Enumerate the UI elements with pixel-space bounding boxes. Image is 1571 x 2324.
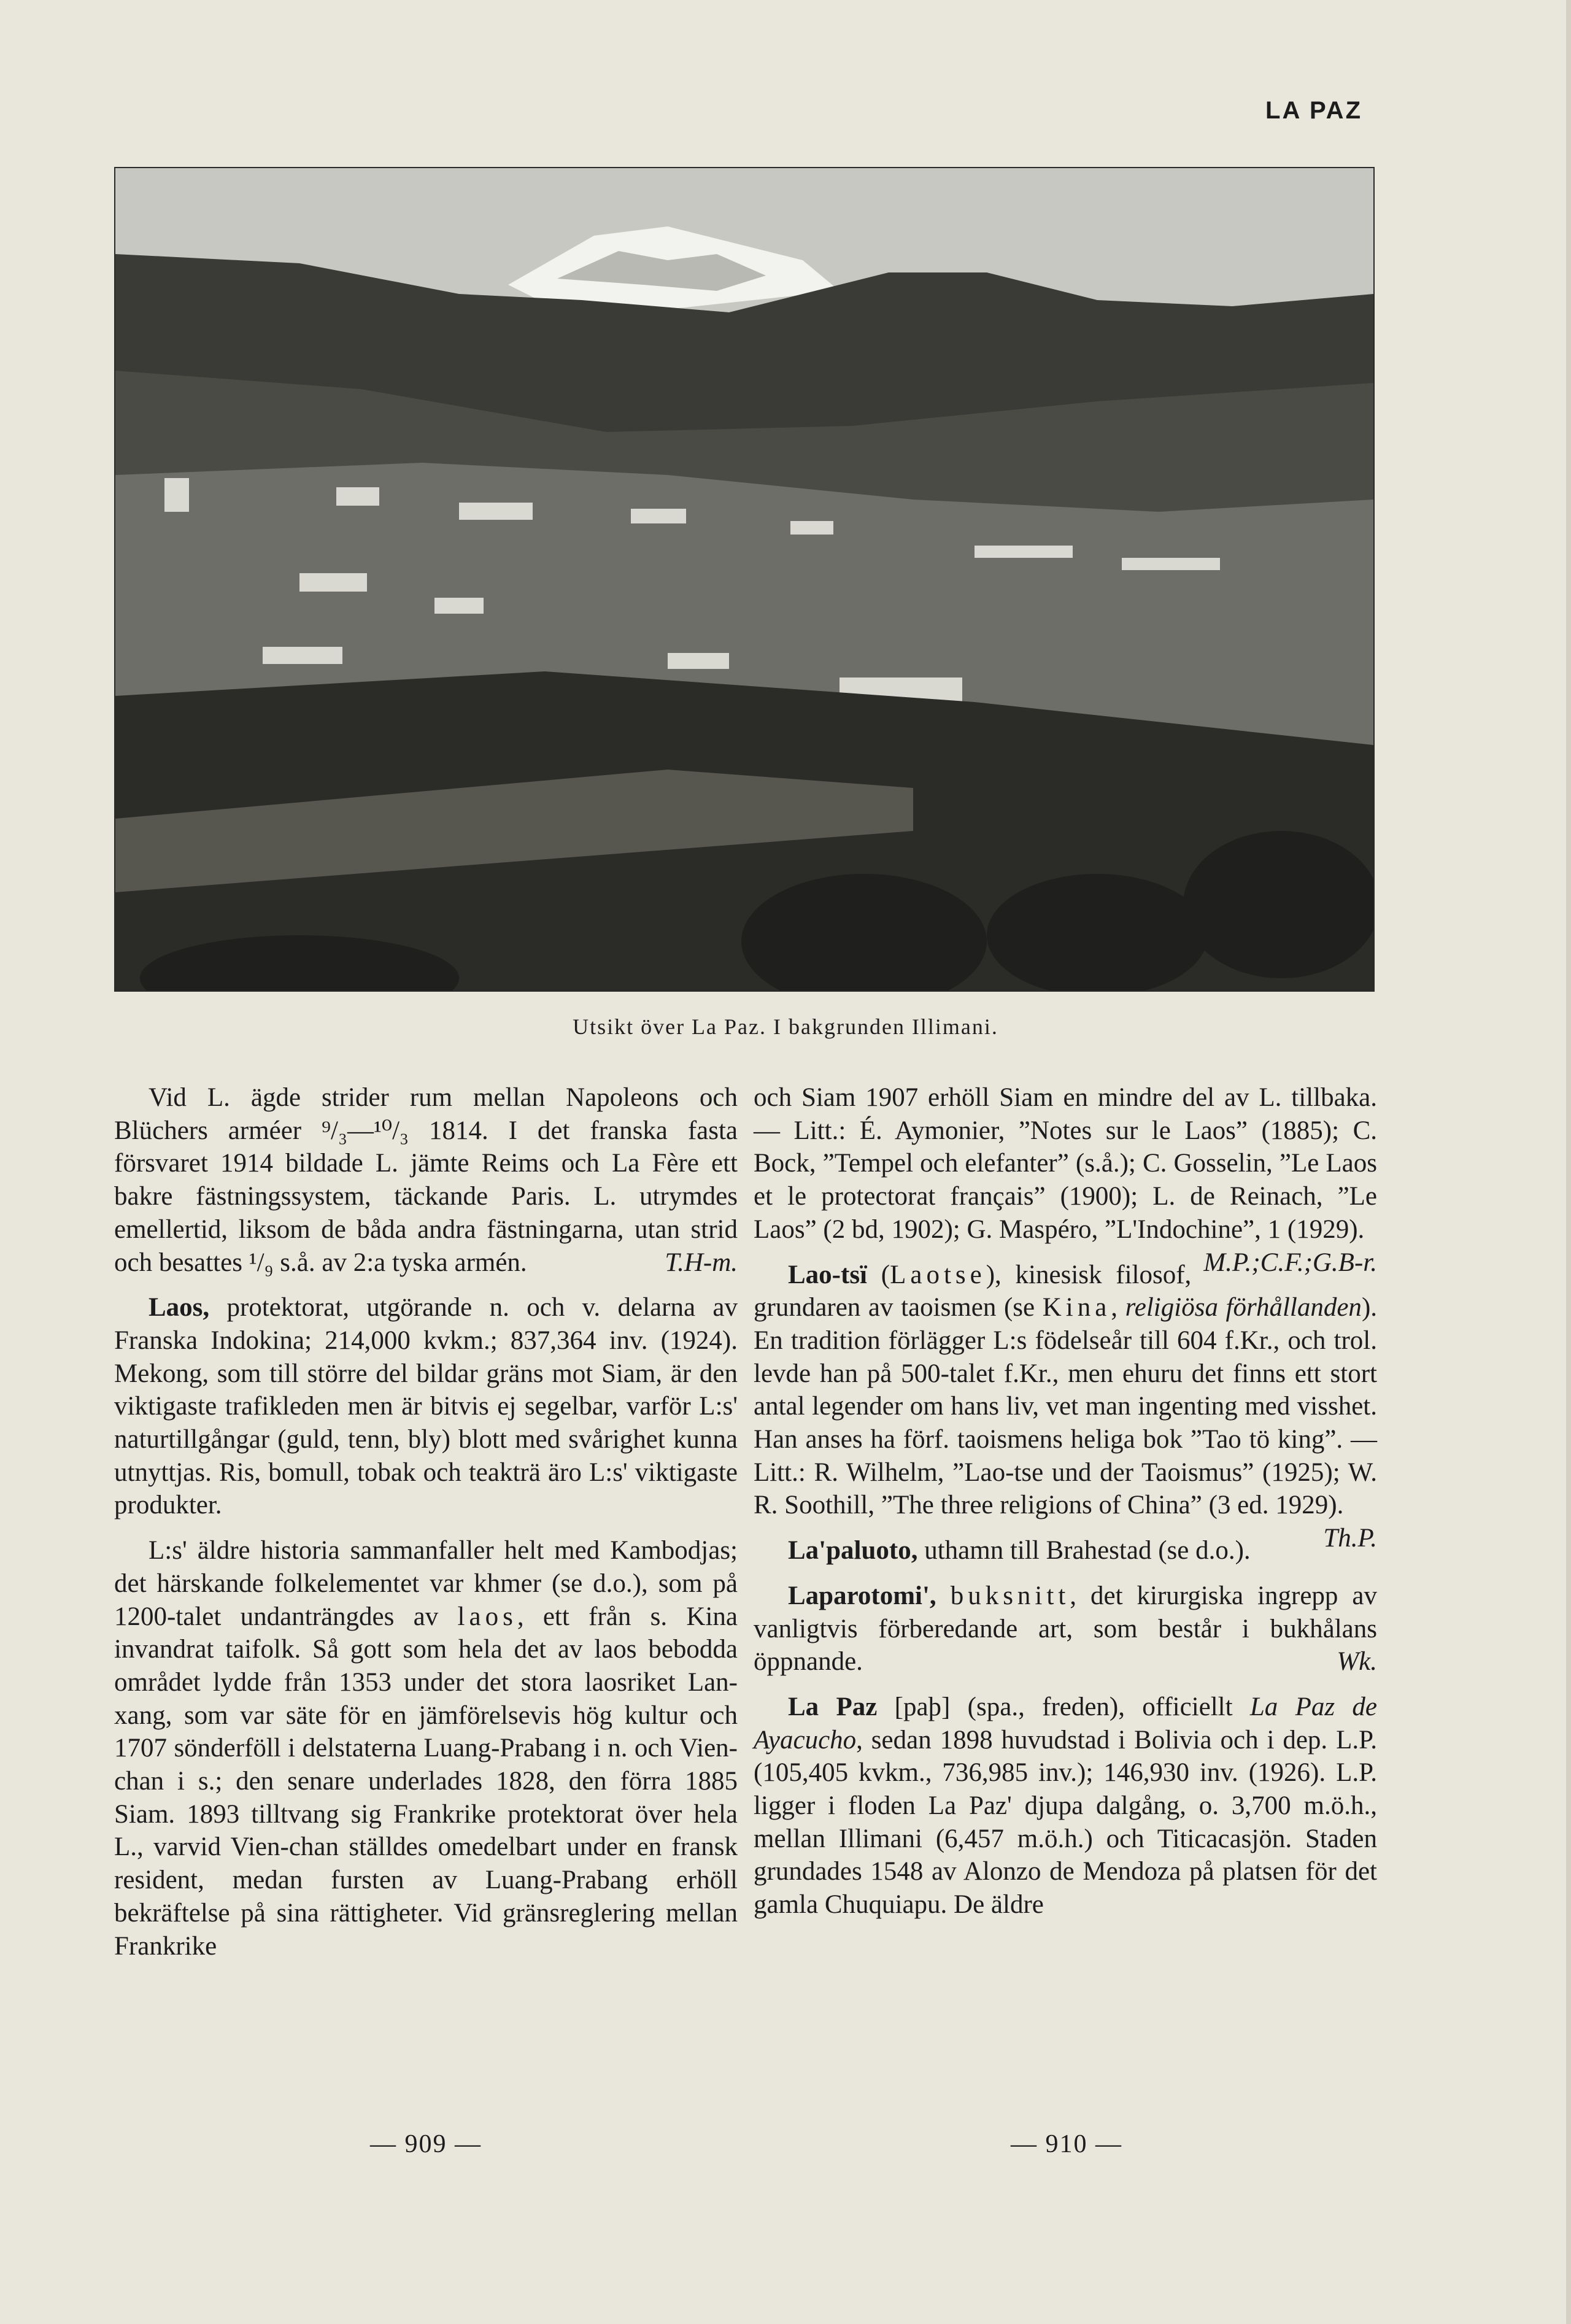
spaced-term: laos	[457, 1602, 517, 1631]
paragraph-text: , ett från s. Kina invandrat taifolk. Så gott som hela det av laos bebodda området lydde från 1353 under det stora laosriket Lan-xang, som var säte för en jämförelsevis hög kultur och 1707 sönderföll i delstaterna Luang-Prabang i n. och Vien-chan i s.; den senare underlades 1828, den förra 1885 Siam. 1893 tilltvang sig Frankrike protektorat över hela L., varvid Vien-chan ställdes omedelbart under en fransk resident, medan fursten av Luang-Prabang erhöll bekräftelse på sina rättigheter. Vid gränsreglering mellan Frankrike	[114, 1602, 738, 1961]
spaced-term: buksnitt	[950, 1581, 1070, 1610]
entry-text: [paþ] (spa., freden), officiellt	[877, 1692, 1250, 1721]
page-number-right: — 910 —	[1011, 2130, 1122, 2158]
right-column	[754, 1081, 1377, 1921]
paragraph-text: Vid L. ägde strider rum mellan Napoleons och Blüchers arméer ⁹/₃—¹⁰/₃ 1814. I det franska fasta försvaret 1914 bildade L. jämte Reims och La Fère ett bakre fästningssystem, täckande Paris. L. utrymdes emellertid, liksom de båda andra fästningarna, utan strid och besattes ¹/₉ s.å. av 2:a tyska armén.	[114, 1083, 738, 1277]
page-number-left: — 909 —	[370, 2130, 482, 2158]
cross-reference: religiösa förhållanden	[1125, 1293, 1362, 1322]
author-signature: M.P.;C.F.;G.B-r.	[1203, 1248, 1377, 1277]
author-signature: T.H-m.	[665, 1248, 738, 1277]
spaced-term: Laotse	[890, 1260, 986, 1289]
author-signature: Wk.	[1337, 1647, 1377, 1677]
entry-text: protektorat, utgörande n. och v. delarna av Franska Indokina; 214,000 kvkm.; 837,364 inv. (1924). Mekong, som till större del bildar gräns mot Siam, är den viktigaste trafikleden men är bitvis ej segelbar, varför L:s' naturtillgångar (guld, tenn, bly) blott med svårighet kunna utnyttjas. Ris, bomull, tobak och teakträ äro L:s' viktigaste produkter.	[114, 1293, 738, 1520]
entry-text: , sedan 1898 huvudstad i Bolivia och i dep. L.P. (105,405 kvkm., 736,985 inv.); 146,930 inv. (1926). L.P. ligger i floden La Paz' djupa dalgång, o. 3,700 m.ö.h., mellan Illimani (6,457 m.ö.h.) och Titicacasjön. Staden grundades 1548 av Alonzo de Mendoza på platsen för det gamla Chuquiapu. De äldre	[754, 1725, 1377, 1920]
author-signature: Th.P.	[1323, 1524, 1377, 1553]
entry-laparotomi	[754, 1580, 1377, 1678]
entry-la-paz	[754, 1691, 1377, 1921]
spaced-term: Kina	[1042, 1293, 1111, 1322]
entry-headword: Laparotomi',	[788, 1581, 936, 1610]
official-name: La Paz de Ayacucho	[754, 1692, 1377, 1755]
entry-headword: La Paz	[788, 1692, 878, 1721]
paragraph-laos-history	[114, 1534, 738, 1963]
entry-text: (	[867, 1260, 890, 1289]
photograph-la-paz	[114, 167, 1375, 992]
entry-text: , det kirurgiska ingrepp av vanligtvis förberedande art, som består i bukhålans öppnande.	[754, 1581, 1378, 1677]
paragraph-text: L:s' äldre historia sammanfaller helt med Kambodjas; det härskande folkelementet var khmer (se d.o.), som på 1200-talet undanträngdes av	[114, 1536, 738, 1631]
entry-text: ), kinesisk filosof, grundaren av taoismen (se	[754, 1260, 1192, 1322]
photo-illustration	[115, 168, 1373, 990]
paragraph-lafere	[114, 1081, 738, 1279]
paragraph-text: och Siam 1907 erhöll Siam en mindre del av L. tillbaka. — Litt.: É. Aymonier, ”Notes sur le Laos” (1885); C. Bock, ”Tempel och elefanter” (s.å.); C. Gosselin, ”Le Laos et le protectorat français” (1900); L. de Reinach, ”Le Laos” (2 bd, 1902); G. Maspéro, ”L'Indochine”, 1 (1929).	[754, 1083, 1377, 1244]
entry-text: uthamn till Brahestad (se d.o.).	[917, 1536, 1251, 1565]
entry-headword: Lao-tsï	[788, 1260, 867, 1289]
left-column	[114, 1081, 738, 1963]
entry-headword: Laos,	[149, 1293, 210, 1322]
entry-laos	[114, 1291, 738, 1522]
running-head: LA PAZ	[1265, 97, 1362, 124]
entry-headword: La'paluoto,	[788, 1536, 918, 1565]
entry-text: ). En tradition förlägger L:s födelseår till 604 f.Kr., och trol. levde han på 500-talet f.Kr., men ehuru det finns ett stort antal legender om hans liv, vet man ingenting med visshet. Han anses ha förf. taoismens heliga bok ”Tao tö king”. — Litt.: R. Wilhelm, ”Lao-tse und der Taoismus” (1925); W. R. Soothill, ”The three religions of China” (3 ed. 1929).	[754, 1293, 1378, 1520]
photo-caption: Utsikt över La Paz. I bakgrunden Illimani.	[573, 1014, 998, 1039]
entry-text: ,	[1111, 1293, 1125, 1322]
